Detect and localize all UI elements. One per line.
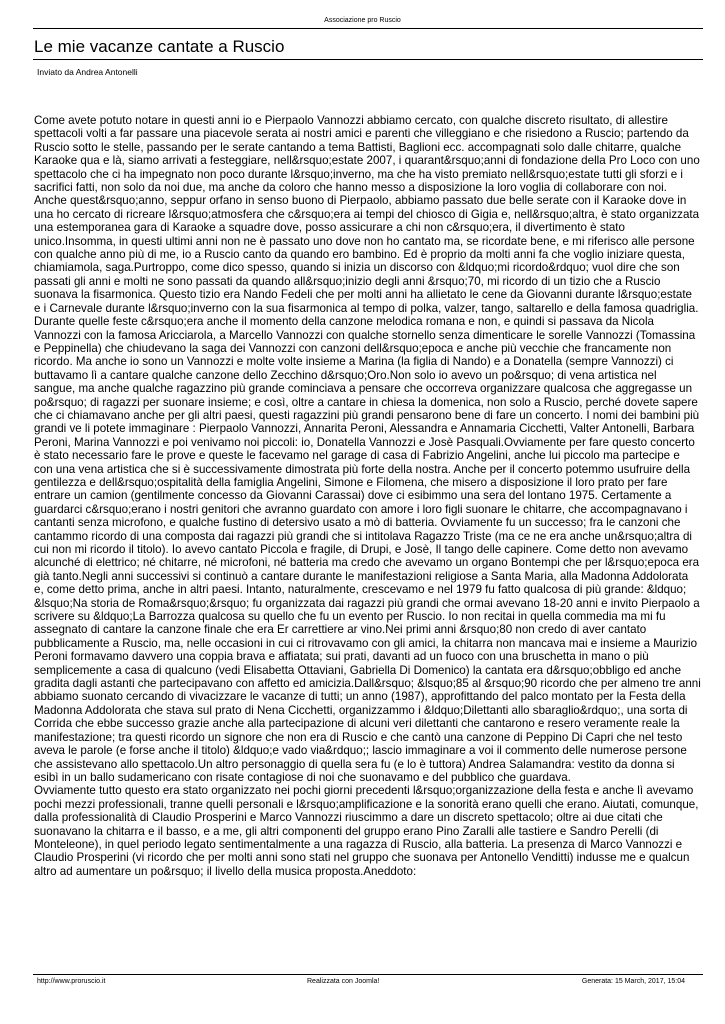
article-title: Le mie vacanze cantate a Ruscio: [34, 37, 285, 56]
footer-site-url[interactable]: http://www.proruscio.it: [37, 978, 106, 985]
footer-divider: [33, 974, 703, 975]
header-divider: [33, 28, 703, 29]
article-body: [34, 114, 701, 878]
author-line: Inviato da Andrea Antonelli: [37, 67, 138, 77]
article-paragraph: Come avete potuto notare in questi anni io e Pierpaolo Vannozzi abbiamo cercato, con qualche discreto risultato, di allestire spettacoli volti a far passare una piacevole serata ai nostri amici e parenti che villeggiano e che risiedono a Ruscio; partendo da Ruscio sotto le stelle, passando per le serate cantando a tema Battisti, Baglioni ecc. accompagnati solo dalle chitarre, qualche Karaoke qua e là, siamo arrivati a festeggiare, nell&rsquo;estate 2007, i quarant&rsquo;anni di fondazione della Pro Loco con uno spettacolo che ci ha impegnato non poco durante l&rsquo;inverno, ma che ha visto premiato nell&rsquo;estate tutti gli sforzi e i sacrifici fatti, non solo da noi due, ma anche da coloro che hanno messo a disposizione la loro voglia di collaborare con noi. Anche quest&rsquo;anno, seppur orfano in senso buono di Pierpaolo, abbiamo passato due belle serate con il Karaoke dove in una ho cercato di ricreare l&rsquo;atmosfera che c&rsquo;era ai tempi del chiosco di Gigia e, nell&rsquo;altra, è stato organizzata una estemporanea gara di Karaoke a squadre dove, posso assicurare a chi non c&rsquo;era, il divertimento è stato unico.Insomma, in questi ultimi anni non ne è passato uno dove non ho cantato ma, se ricordate bene, e mi riferisco alle persone con qualche anno più di me, io a Ruscio canto da quando ero bambino. Ed è proprio da molti anni fa che voglio iniziare questa, chiamiamola, saga.Purtroppo, come dico spesso, quando si inizia un discorso con &ldquo;mi ricordo&rdquo; vuol dire che son passati gli anni e molti ne sono passati da quando all&rsquo;inizio degli anni &rsquo;70, mi ricordo di un tizio che a Ruscio suonava la fisarmonica. Questo tizio era Nando Fedeli che per molti anni ha allietato le cene da Giovanni durante l&rsquo;estate e i Carnevale durante l&rsquo;inverno con la sua fisarmonica al tempo di polka, valzer, tango, saltarello e della famosa quadriglia. Durante quelle feste c&rsquo;era anche il momento della canzone melodica romana e non, e quindi si passava da Nicola Vannozzi con la famosa Aricciarola, a Marcello Vannozzi con qualche stornello senza dimenticare le sorelle Vannozzi (Tomassina e Peppinella) che chiudevano la saga dei Vannozzi con canzoni dell&rsquo;epoca e anche più vecchie che francamente non ricordo. Ma anche io sono un Vannozzi e molte volte insieme a Marina (la figlia di Nando) e a Donatella (sempre Vannozzi) ci buttavamo lì a cantare qualche canzone dello Zecchino d&rsquo;Oro.Non solo io avevo un po&rsquo; di vena artistica nel sangue, ma anche qualche ragazzino più grande cominciava a pensare che occorreva organizzare qualcosa che aggregasse un po&rsquo; di ragazzi per suonare insieme; e così, oltre a cantare in chiesa la domenica, non solo a Ruscio, perché dovete sapere che ci chiamavano anche per gli altri paesi, questi ragazzini più grandi pensarono bene di fare un concerto. I nomi dei bambini più grandi ve li potete immaginare : Pierpaolo Vannozzi, Annarita Peroni, Alessandra e Annamaria Cicchetti, Valter Antonelli, Barbara Peroni, Marina Vannozzi e poi venivamo noi piccoli: io, Donatella Vannozzi e Josè Pasquali.Ovviamente per fare questo concerto è stato necessario fare le prove e queste le facevamo nel garage di casa di Fabrizio Angelini, anche lui piccolo ma partecipe e con una vena artistica che si è successivamente dimostrata più forte della nostra. Anche per il concerto potemmo usufruire della gentilezza e dell&rsquo;ospitalità della famiglia Angelini, Simone e Filomena, che misero a disposizione il loro prato per fare entrare un camion (gentilmente concesso da Giovanni Carassai) dove ci esibimmo una sera del lontano 1975. Certamente a guardarci c&rsquo;erano i nostri genitori che avranno guardato con amore i loro figli suonare le chitarre, che accompagnavano i cantanti senza microfono, e qualche fustino di detersivo usato a mò di batteria. Ovviamente fu un successo; fra le canzoni che cantammo ricordo di una composta dai ragazzi più grandi che si intitolava Ragazzo Triste (ma ce ne era anche un&rsquo;altra di cui non mi ricordo il titolo). Io avevo cantato Piccola e fragile, di Drupi, e Josè, Il tango delle capinere. Come detto non avevamo alcunché di elettrico; né chitarre, né microfoni, né batteria ma credo che avevamo un organo Bontempi che per l&rsquo;epoca era già tanto.Negli anni successivi si continuò a cantare durante le manifestazioni religiose a Santa Maria, alla Madonna Addolorata e, come detto prima, anche in altri paesi. Intanto, naturalmente, crescevamo e nel 1979 fu fatto qualcosa di più grande: &ldquo; &lsquo;Na storia de Roma&rsquo;&rsquo; fu organizzata dai ragazzi più grandi che ormai avevano 18-20 anni e invito Pierpaolo a scrivere su &ldquo;La Barrozza qualcosa su quello che fu un evento per Ruscio. Io non recitai in quella commedia ma mi fu assegnato di cantare la canzone finale che era Er carrettiere ar vino.Nei primi anni &rsquo;80 non credo di aver cantato pubblicamente a Ruscio, ma, nelle occasioni in cui ci ritrovavamo con gli amici, la chitarra non mancava mai e insieme a Maurizio Peroni formavamo davvero una coppia brava e affiatata; sui prati, davanti ad un fuoco con una bruschetta in mano o più semplicemente a casa di qualcuno (vedi Elisabetta Ottaviani, Gabriella Di Domenico) la cantata era d&rsquo;obbligo ed anche gradita dagli astanti che partecipavano con affetto ed amicizia.Dall&rsquo; &lsquo;85 al &rsquo;90 ricordo che per almeno tre anni abbiamo suonato cercando di vivacizzare le vacanze di tutti; un anno (1987), approfittando del palco montato per la Festa della Madonna Addolorata che stava sul prato di Nena Cicchetti, organizzammo i &ldquo;Dilettanti allo sbaraglio&rdquo;, una sorta di Corrida che ebbe successo grazie anche alla partecipazione di alcuni veri dilettanti che cantarono e resero veramente reale la manifestazione; tra questi ricordo un signore che non era di Ruscio e che cantò una canzone di Peppino Di Capri che nel testo aveva le parole (e forse anche il titolo) &ldquo;e vado via&rdquo;; lascio immaginare a voi il commento delle numerose persone che assistevano allo spettacolo.Un altro personaggio di quella sera fu (e lo è tuttora) Andrea Salamandra: vestito da donna si esibì in un ballo sudamericano con risate contagiose di noi che suonavamo e del pubblico che guardava.: [34, 114, 701, 784]
footer-powered-by: Realizzata con Joomla!: [307, 978, 380, 985]
footer-generated-date: Generata: 15 March, 2017, 15:04: [581, 978, 685, 985]
title-divider: [33, 59, 703, 60]
article-paragraph: Ovviamente tutto questo era stato organizzato nei pochi giorni precedenti l&rsquo;organizzazione della festa e anche lì avevamo pochi mezzi professionali, tranne quelli personali e l&rsquo;amplificazione e la sonorità erano quelli che erano. Aiutati, comunque, dalla professionalità di Claudio Prosperini e Marco Vannozzi riuscimmo a dare un discreto spettacolo; oltre ai due citati che suonavano la chitarra e il basso, e a me, gli altri componenti del gruppo erano Pino Zaralli alle tastiere e Sandro Perelli (di Monteleone), in quel periodo legato sentimentalmente a una ragazza di Ruscio, alla batteria. La presenza di Marco Vannozzi e Claudio Prosperini (vi ricordo che per molti anni sono stati nel gruppo che suonava per Antonello Venditti) indusse me e qualcun altro ad aumentare un po&rsquo; il livello della musica proposta.Aneddoto:: [34, 784, 699, 878]
site-header: Associazione pro Ruscio: [324, 17, 401, 24]
